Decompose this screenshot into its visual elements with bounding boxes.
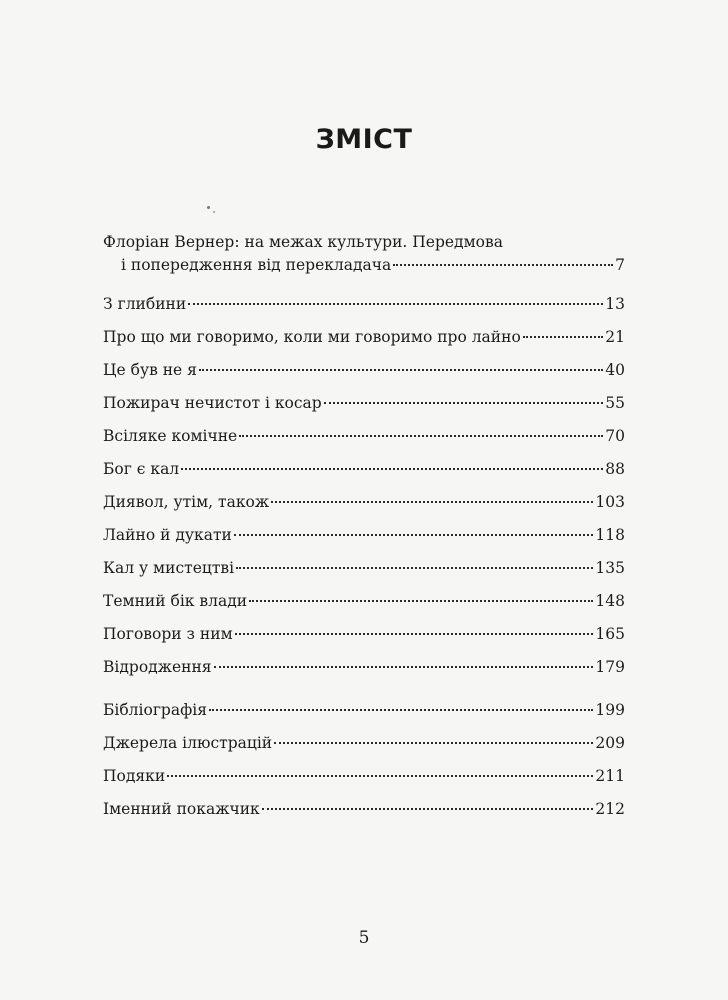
toc-entry-title: Відродження	[103, 658, 212, 676]
print-speck	[213, 211, 215, 213]
toc-entry	[103, 657, 625, 677]
toc-entry-title: Кал у мистецтві	[103, 559, 235, 577]
toc-entry-title: Іменний покажчик	[103, 800, 260, 818]
toc-leader-dots	[181, 468, 603, 470]
toc-entry	[103, 799, 625, 819]
toc-leader-dots	[249, 600, 593, 602]
toc-leader-dots	[167, 775, 593, 777]
toc-entry	[103, 459, 625, 479]
toc-page-number: 165	[595, 625, 625, 643]
toc-entry	[103, 360, 625, 380]
toc-entry-title: Лайно й дукати	[103, 526, 232, 544]
toc-page-number: 179	[595, 658, 625, 676]
toc-preface-entry	[103, 232, 625, 275]
toc-page-number: 21	[605, 328, 625, 346]
toc-entry-title: Подяки	[103, 767, 166, 785]
toc-entry	[103, 733, 625, 753]
toc-entry	[103, 700, 625, 720]
toc-entry-title: Пожирач нечистот і косар	[103, 394, 322, 412]
toc-entry	[103, 624, 625, 644]
toc-appendix-list	[103, 700, 625, 832]
toc-entry-title: Поговори з ним	[103, 625, 233, 643]
toc-chapters-list	[103, 294, 625, 690]
toc-leader-dots	[188, 303, 603, 305]
toc-entry	[103, 393, 625, 413]
toc-entry-title: Бібліографія	[103, 701, 207, 719]
toc-page-number: 212	[595, 800, 625, 818]
toc-page-number: 70	[605, 427, 625, 445]
toc-entry-title: З глибини	[103, 295, 187, 313]
toc-leader-dots	[199, 369, 603, 371]
toc-entry	[103, 426, 625, 446]
toc-leader-dots	[523, 336, 603, 338]
toc-page-number: 7	[615, 256, 625, 274]
toc-entry-title: Джерела ілюстрацій	[103, 734, 273, 752]
toc-page-number: 199	[595, 701, 625, 719]
toc-entry-title: Всіляке комічне	[103, 427, 238, 445]
toc-leader-dots	[239, 435, 603, 437]
toc-entry-title: Темний бік влади	[103, 592, 248, 610]
toc-leader-dots	[209, 709, 593, 711]
toc-page-number: 103	[595, 493, 625, 511]
toc-page-number: 55	[605, 394, 625, 412]
toc-entry	[103, 327, 625, 347]
toc-leader-dots	[236, 567, 593, 569]
toc-entry	[103, 766, 625, 786]
toc-leader-dots	[271, 501, 593, 503]
toc-entry	[103, 294, 625, 314]
toc-leader-dots	[214, 666, 594, 668]
toc-leader-dots	[324, 402, 604, 404]
toc-leader-dots	[234, 534, 594, 536]
toc-leader-dots	[274, 742, 593, 744]
toc-entry	[103, 525, 625, 545]
toc-entry	[103, 558, 625, 578]
toc-page-number: 148	[595, 592, 625, 610]
toc-page-number: 209	[595, 734, 625, 752]
toc-preface-line2: і попередження від перекладача	[121, 256, 392, 274]
toc-leader-dots	[262, 808, 594, 810]
toc-leader-dots	[393, 264, 613, 266]
toc-page-number: 135	[595, 559, 625, 577]
toc-page-number: 40	[605, 361, 625, 379]
toc-page-number: 211	[595, 767, 625, 785]
toc-page-number: 118	[595, 526, 625, 544]
print-speck	[207, 206, 210, 209]
toc-entry-title: Про що ми говоримо, коли ми говоримо про лайно	[103, 328, 521, 346]
toc-preface-line2-row	[103, 255, 625, 275]
toc-page-number: 88	[605, 460, 625, 478]
toc-entry-title: Це був не я	[103, 361, 197, 379]
toc-entry	[103, 492, 625, 512]
page-number: 5	[358, 928, 370, 948]
toc-preface-line1: Флоріан Вернер: на межах культури. Передмова	[103, 233, 503, 251]
toc-entry-title: Бог є кал	[103, 460, 180, 478]
toc-entry-title: Диявол, утім, також	[103, 493, 270, 511]
toc-leader-dots	[235, 633, 594, 635]
page-title: ЗМІСТ	[315, 124, 413, 155]
toc-page-number: 13	[605, 295, 625, 313]
toc-entry	[103, 591, 625, 611]
